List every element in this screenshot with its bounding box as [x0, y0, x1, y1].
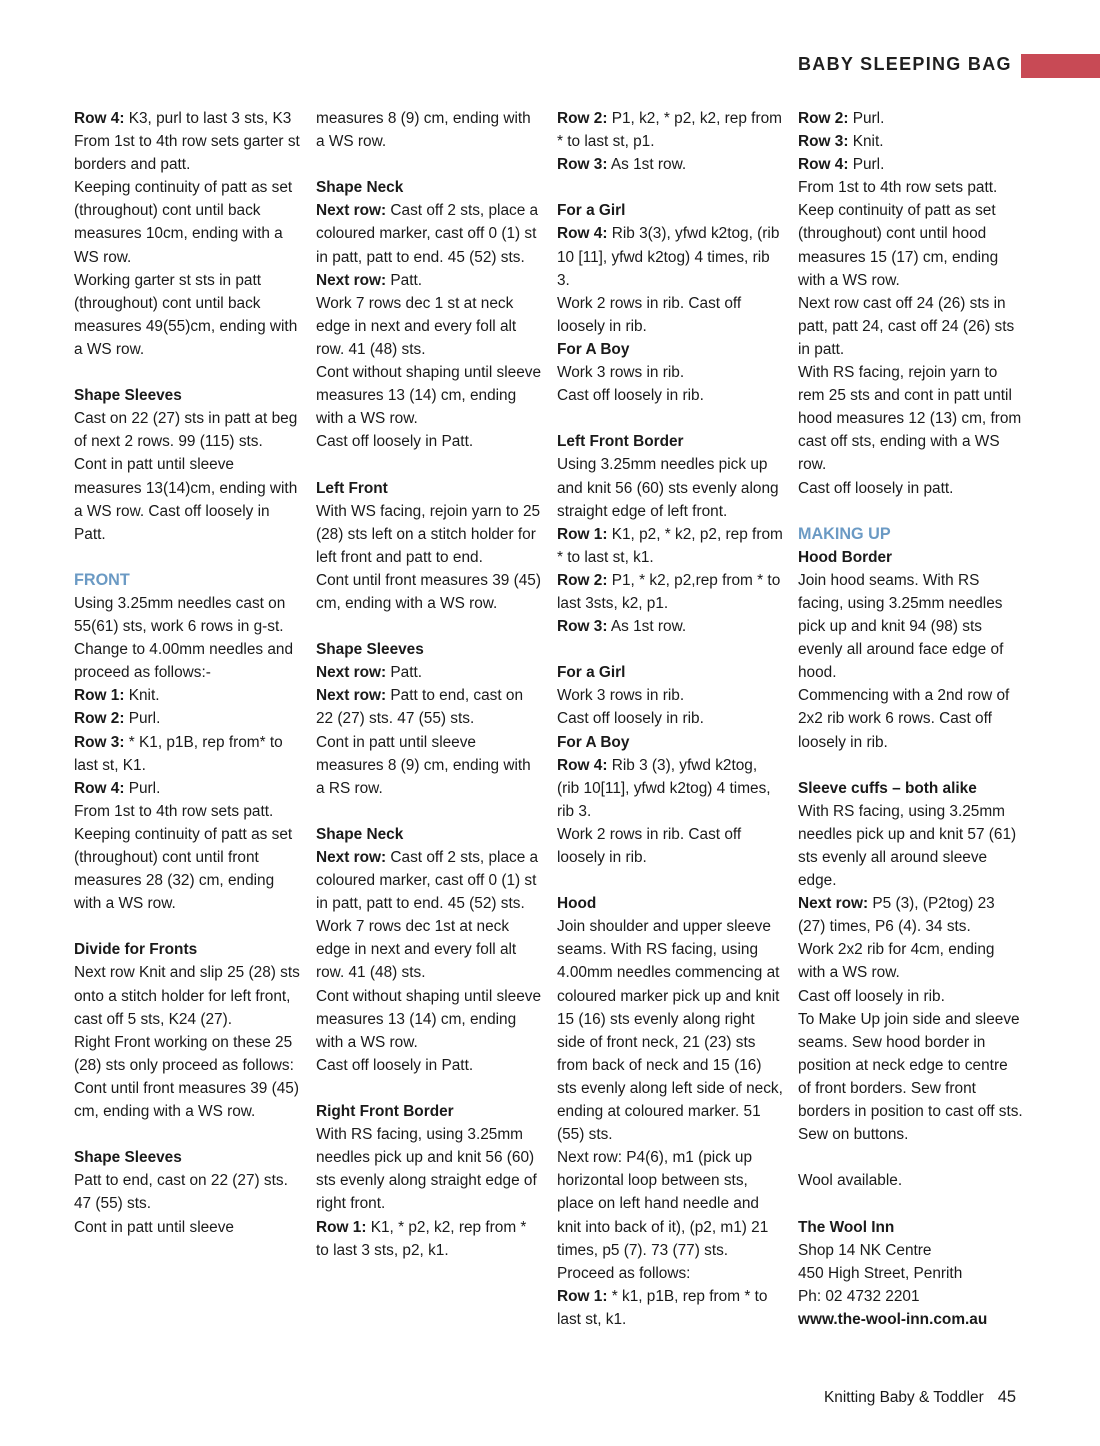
- instruction-text: Keeping continuity of patt as set (throughout) cont until back measures 10cm, ending with a WS row.: [74, 179, 293, 266]
- row-instruction: Patt to end, cast on 22 (27) sts. 47 (55) sts.: [316, 687, 524, 728]
- row-instruction: Purl.: [124, 710, 161, 728]
- instruction-text: Cont without shaping until sleeve measures 13 (14) cm, ending with a WS row.: [316, 987, 542, 1051]
- instruction-line: [316, 269, 542, 292]
- row-instruction: Patt.: [386, 271, 423, 289]
- instruction-text: Cont in patt until sleeve measures 13(14)cm, ending with a WS row. Cast off loosely in Patt.: [74, 456, 298, 543]
- paragraph-spacer: [798, 754, 1024, 777]
- paragraph-spacer: [557, 869, 783, 892]
- row-label: Next row:: [798, 895, 869, 913]
- subheading: Shape Sleeves: [74, 1149, 182, 1167]
- subheading: Shape Neck: [316, 825, 404, 843]
- row-label: Row 4:: [798, 156, 849, 174]
- page-footer: [824, 1388, 1016, 1407]
- instruction-text: Work 3 rows in rib.: [557, 364, 685, 382]
- text-column-2: [316, 107, 542, 1262]
- instruction-text: Work 7 rows dec 1 st at neck edge in next and every foll alt row. 41 (48) sts.: [316, 294, 517, 358]
- instruction-line: [74, 777, 300, 800]
- text-column-1: [74, 107, 300, 1239]
- section-heading: FRONT: [74, 570, 130, 589]
- row-label: Row 4:: [557, 225, 608, 243]
- paragraph-spacer: [74, 1123, 300, 1146]
- instruction-text: Using 3.25mm needles pick up and knit 56 (60) sts evenly along straight edge of left front.: [557, 456, 779, 520]
- instruction-text: Right Front working on these 25 (28) sts only proceed as follows:: [74, 1033, 294, 1074]
- instruction-text: Join shoulder and upper sleeve seams. With RS facing, using 4.00mm needles commencing at coloured marker pick up and knit 15 (16) sts evenly along right side of front neck, 21 (23) sts from back of neck and 15 (16) sts evenly along left side of neck, ending at coloured marker. 51 (55) sts.: [557, 918, 783, 1144]
- paragraph-spacer: [316, 800, 542, 823]
- paragraph-spacer: [557, 407, 783, 430]
- row-label: Row 4:: [557, 756, 608, 774]
- header-accent-bar: [1021, 54, 1100, 78]
- row-label: Row 3:: [557, 156, 608, 174]
- paragraph-spacer: [316, 453, 542, 476]
- row-label: Row 3:: [557, 618, 608, 636]
- paragraph-spacer: [74, 915, 300, 938]
- instruction-line: [557, 615, 783, 638]
- instruction-text: With RS facing, using 3.25mm needles pick up and knit 56 (60) sts evenly along straight edge of right front.: [316, 1126, 537, 1213]
- instruction-text: Cast off loosely in Patt.: [316, 1056, 474, 1074]
- row-label: Row 2:: [798, 110, 849, 127]
- instruction-text: Cast on 22 (27) sts in patt at beg of next 2 rows. 99 (115) sts.: [74, 410, 298, 451]
- row-label: Next row:: [316, 202, 387, 220]
- row-instruction: Rib 3(3), yfwd k2tog, (rib 10 [11], yfwd k2tog) 4 times, rib 3.: [557, 225, 780, 289]
- instruction-text: Work 7 rows dec 1st at neck edge in next and every foll alt row. 41 (48) sts.: [316, 918, 517, 982]
- subheading: Shape Neck: [316, 179, 404, 197]
- instruction-text: Ph: 02 4732 2201: [798, 1287, 920, 1305]
- instruction-text: Wool available.: [798, 1172, 903, 1190]
- instruction-line: [557, 569, 783, 615]
- instruction-text: With RS facing, using 3.25mm needles pick up and knit 57 (61) sts evenly all around sleeve edge.: [798, 802, 1017, 890]
- subheading: Hood: [557, 895, 597, 913]
- instruction-text: Cast off loosely in rib.: [557, 387, 704, 405]
- row-instruction: Knit.: [848, 133, 884, 151]
- instruction-text: Change to 4.00mm needles and proceed as follows:-: [74, 641, 294, 682]
- subheading: Left Front Border: [557, 433, 684, 451]
- instruction-text: Work 2 rows in rib. Cast off loosely in rib.: [557, 294, 742, 335]
- subheading: Left Front: [316, 479, 388, 497]
- instruction-text: Cast off loosely in rib.: [798, 987, 945, 1005]
- row-instruction: Patt.: [386, 664, 423, 682]
- text-column-4: [798, 107, 1024, 1331]
- instruction-line: [557, 523, 783, 569]
- subheading: The Wool Inn: [798, 1218, 895, 1236]
- instruction-line: [798, 130, 1024, 153]
- instruction-text: Next row: P4(6), m1 (pick up horizontal loop between sts, place on left hand needle and knit into back of it), (p2, m1) 21 times, p5 (7). 73 (77) sts.: [557, 1149, 769, 1259]
- row-instruction: Rib 3 (3), yfwd k2tog, (rib 10[11], yfwd k2tog) 4 times, rib 3.: [557, 756, 771, 820]
- instruction-text: Keeping continuity of patt as set (throughout) cont until front measures 28 (32) cm, ending with a WS row.: [74, 825, 293, 913]
- row-instruction: As 1st row.: [607, 156, 687, 174]
- instruction-text: Cont without shaping until sleeve measures 13 (14) cm, ending with a WS row.: [316, 364, 542, 428]
- instruction-text: Cont until front measures 39 (45) cm, ending with a WS row.: [74, 1079, 299, 1121]
- instruction-text: Proceed as follows:: [557, 1264, 691, 1282]
- row-instruction: Cast off 2 sts, place a coloured marker, cast off 0 (1) st in patt, patt to end. 45 (52) sts.: [316, 202, 539, 266]
- page-section-title: BABY SLEEPING BAG: [798, 54, 1012, 74]
- row-instruction: P1, k2, * p2, k2, rep from * to last st, p1.: [557, 110, 782, 151]
- row-label: Next row:: [316, 687, 387, 705]
- row-label: Row 1:: [557, 1287, 608, 1305]
- instruction-text: 450 High Street, Penrith: [798, 1264, 963, 1282]
- row-label: Row 4:: [74, 110, 125, 127]
- instruction-text: measures 8 (9) cm, ending with a WS row.: [316, 110, 531, 151]
- instruction-line: [74, 707, 300, 730]
- instruction-text: Commencing with a 2nd row of 2x2 rib work 6 rows. Cast off loosely in rib.: [798, 687, 1010, 751]
- row-label: Next row:: [316, 664, 387, 682]
- subheading: For a Girl: [557, 202, 626, 220]
- row-label: Row 4:: [74, 779, 125, 797]
- row-label: Row 1:: [74, 687, 125, 705]
- row-instruction: * k1, p1B, rep from * to last st, k1.: [557, 1287, 768, 1328]
- instruction-line: [316, 846, 542, 915]
- paragraph-spacer: [798, 1192, 1024, 1215]
- row-label: Row 2:: [557, 110, 608, 127]
- page-number: 45: [997, 1388, 1017, 1406]
- instruction-text: From 1st to 4th row sets garter st borders and patt.: [74, 133, 300, 174]
- instruction-text: Cast off loosely in rib.: [557, 710, 704, 728]
- row-instruction: Knit.: [124, 687, 160, 705]
- paragraph-spacer: [74, 361, 300, 384]
- instruction-text: Sew on buttons.: [798, 1126, 909, 1144]
- instruction-line: [557, 754, 783, 823]
- instruction-text: Work 2x2 rib for 4cm, ending with a WS row.: [798, 941, 995, 982]
- instruction-text: Join hood seams. With RS facing, using 3.25mm needles pick up and knit 94 (98) sts evenly all around face edge of hood.: [798, 571, 1004, 682]
- subheading: Divide for Fronts: [74, 941, 198, 959]
- paragraph-spacer: [316, 1077, 542, 1100]
- instruction-text: Cast off loosely in patt.: [798, 479, 954, 497]
- paragraph-spacer: [557, 176, 783, 199]
- text-column-3: [557, 107, 783, 1331]
- instruction-line: [557, 107, 783, 153]
- row-instruction: P5 (3), (P2tog) 23 (27) times, P6 (4). 34 sts.: [798, 895, 995, 936]
- instruction-text: Cont in patt until sleeve: [74, 1218, 234, 1236]
- subheading: Shape Sleeves: [74, 387, 182, 405]
- instruction-text: Work 3 rows in rib.: [557, 687, 685, 705]
- row-label: Row 1:: [316, 1218, 367, 1236]
- row-label: Row 2:: [557, 571, 608, 589]
- instruction-line: [798, 892, 1024, 938]
- row-instruction: K3, purl to last 3 sts, K3: [124, 110, 292, 127]
- subheading: Hood Border: [798, 548, 893, 566]
- row-instruction: K1, p2, * k2, p2, rep from * to last st, k1.: [557, 525, 783, 566]
- instruction-text: Shop 14 NK Centre: [798, 1241, 932, 1259]
- instruction-line: [74, 107, 300, 130]
- instruction-line: [316, 199, 542, 268]
- instruction-line: [74, 731, 300, 777]
- row-label: Row 3:: [798, 133, 849, 151]
- row-instruction: Purl.: [124, 779, 161, 797]
- row-label: Row 3:: [74, 733, 125, 751]
- subheading: Shape Sleeves: [316, 641, 424, 659]
- subheading: Sleeve cuffs – both alike: [798, 779, 977, 797]
- instruction-line: [316, 661, 542, 684]
- paragraph-spacer: [798, 1146, 1024, 1169]
- instruction-line: [557, 1285, 783, 1331]
- paragraph-spacer: [316, 153, 542, 176]
- row-instruction: K1, * p2, k2, rep from * to last 3 sts, p2, k1.: [316, 1218, 527, 1259]
- row-instruction: As 1st row.: [607, 618, 687, 636]
- instruction-line: [557, 222, 783, 291]
- instruction-line: [798, 107, 1024, 130]
- row-label: Row 1:: [557, 525, 608, 543]
- subheading: Right Front Border: [316, 1103, 454, 1121]
- instruction-line: [798, 153, 1024, 176]
- publication-name: Knitting Baby & Toddler: [824, 1389, 984, 1406]
- instruction-text: Patt to end, cast on 22 (27) sts. 47 (55) sts.: [74, 1172, 288, 1213]
- instruction-line: [557, 153, 783, 176]
- instruction-text: Cast off loosely in Patt.: [316, 433, 474, 451]
- paragraph-spacer: [557, 638, 783, 661]
- paragraph-spacer: [798, 500, 1024, 523]
- instruction-text: Cont in patt until sleeve measures 8 (9) cm, ending with a RS row.: [316, 733, 531, 797]
- row-label: Row 2:: [74, 710, 125, 728]
- subheading: For A Boy: [557, 340, 630, 358]
- row-instruction: * K1, p1B, rep from* to last st, K1.: [74, 733, 283, 774]
- subheading: www.the-wool-inn.com.au: [798, 1310, 988, 1328]
- instruction-text: Work 2 rows in rib. Cast off loosely in rib.: [557, 825, 742, 866]
- section-heading: MAKING UP: [798, 524, 891, 543]
- instruction-line: [316, 684, 542, 730]
- subheading: For A Boy: [557, 733, 630, 751]
- row-instruction: Cast off 2 sts, place a coloured marker, cast off 0 (1) st in patt, patt to end. 45 (52) sts.: [316, 849, 539, 913]
- instruction-text: Using 3.25mm needles cast on 55(61) sts, work 6 rows in g-st.: [74, 594, 286, 636]
- instruction-text: Working garter st sts in patt (throughout) cont until back measures 49(55)cm, ending with a WS row.: [74, 271, 298, 358]
- row-label: Next row:: [316, 271, 387, 289]
- row-label: Next row:: [316, 849, 387, 866]
- instruction-text: To Make Up join side and sleeve seams. Sew hood border in position at neck edge to centre of front borders. Sew front borders in position to cast off sts.: [798, 1010, 1023, 1121]
- instruction-line: [74, 684, 300, 707]
- paragraph-spacer: [316, 615, 542, 638]
- row-instruction: Purl.: [848, 110, 885, 127]
- subheading: For a Girl: [557, 664, 626, 682]
- instruction-text: Next row cast off 24 (26) sts in patt, patt 24, cast off 24 (26) sts in patt.: [798, 294, 1015, 358]
- instruction-line: [316, 1216, 542, 1262]
- row-instruction: Purl.: [848, 156, 885, 174]
- instruction-text: Keep continuity of patt as set (throughout) cont until hood measures 15 (17) cm, ending with a WS row.: [798, 202, 999, 289]
- instruction-text: Cont until front measures 39 (45) cm, ending with a WS row.: [316, 571, 541, 612]
- instruction-text: From 1st to 4th row sets patt.: [798, 179, 998, 197]
- paragraph-spacer: [74, 546, 300, 569]
- instruction-text: With RS facing, rejoin yarn to rem 25 sts and cont in patt until hood measures 12 (13) cm, from cast off sts, ending with a WS row.: [798, 364, 1022, 474]
- instruction-text: With WS facing, rejoin yarn to 25 (28) sts left on a stitch holder for left front and patt to end.: [316, 502, 541, 566]
- instruction-text: From 1st to 4th row sets patt.: [74, 802, 274, 820]
- instruction-text: Next row Knit and slip 25 (28) sts onto a stitch holder for left front, cast off 5 sts, K24 (27).: [74, 964, 300, 1028]
- row-instruction: P1, * k2, p2,rep from * to last 3sts, k2, p1.: [557, 571, 781, 612]
